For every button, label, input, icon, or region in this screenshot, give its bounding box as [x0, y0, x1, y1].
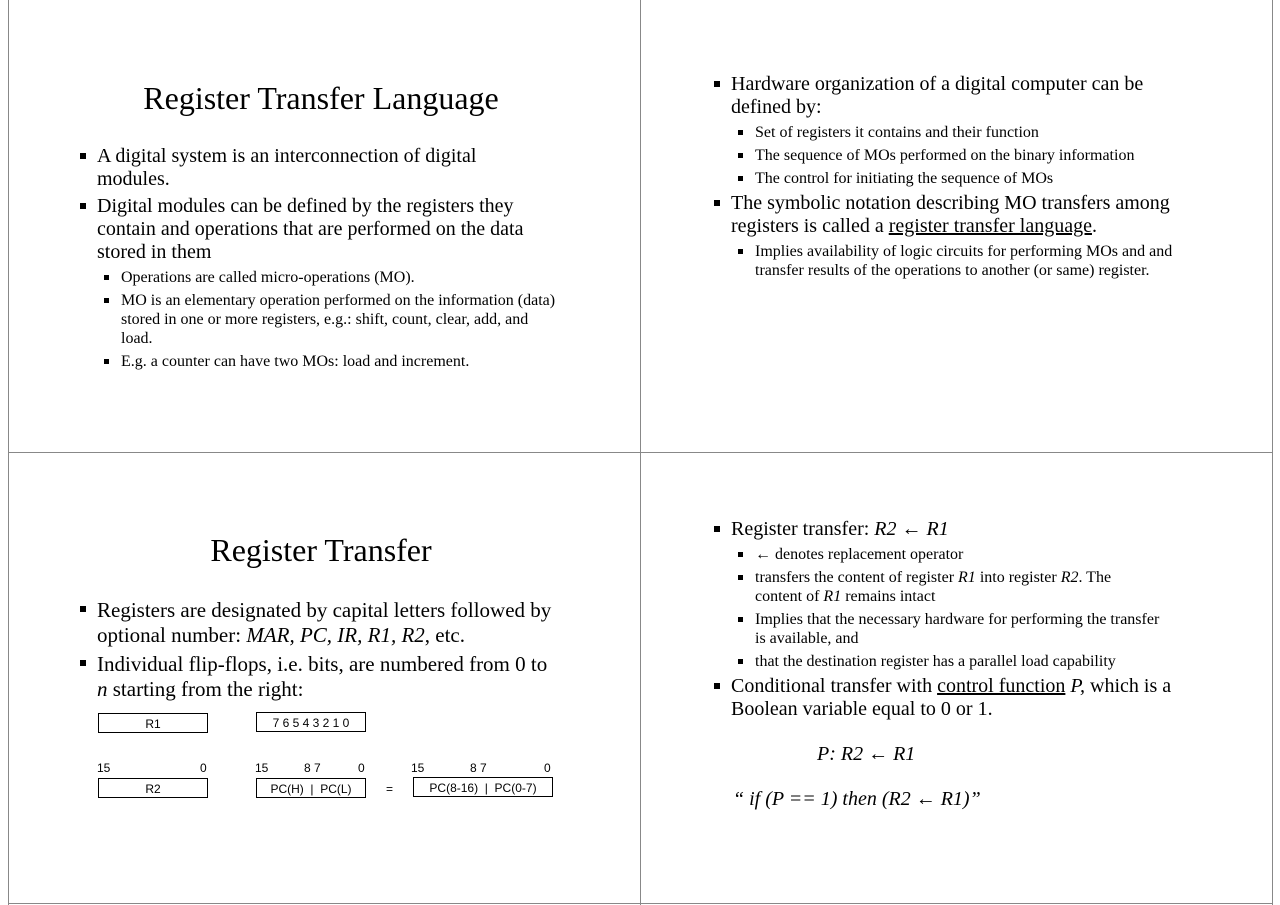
- register-bits: 7 6 5 4 3 2 1 0: [256, 712, 366, 732]
- register-pc: PC(H) | PC(L): [256, 778, 366, 798]
- bullet-item: [80, 652, 559, 702]
- page-border-bottom: [8, 903, 1273, 904]
- sub-bullet-item: [104, 352, 559, 371]
- square-bullet-icon: [80, 660, 86, 666]
- bullet-text: starting from the right:: [107, 677, 304, 701]
- bullet-text: Conditional transfer with: [731, 675, 938, 697]
- bullet-text: The symbolic notation describing MO transfers among registers is called a: [731, 192, 1170, 237]
- bullet-item: [80, 195, 547, 264]
- bullet-text: The sequence of MOs performed on the binary information: [755, 147, 1135, 164]
- square-bullet-icon: [714, 200, 720, 206]
- square-bullet-icon: [80, 153, 86, 159]
- italic-text: R1: [958, 569, 976, 586]
- italic-text: MAR, PC, IR, R1, R2: [246, 623, 425, 647]
- square-bullet-icon: [714, 526, 720, 532]
- bullet-text: into register: [975, 569, 1061, 586]
- bullet-text: ← denotes replacement operator: [755, 546, 964, 563]
- bullet-item: [80, 145, 547, 191]
- square-bullet-icon: [738, 130, 743, 135]
- equals-sign: =: [386, 782, 394, 796]
- square-bullet-icon: [80, 606, 86, 612]
- slide-title: Register Transfer Language: [143, 80, 499, 116]
- bullet-text: .: [1091, 215, 1097, 237]
- italic-text: P,: [1070, 675, 1086, 697]
- bit-label: 8 7: [470, 761, 487, 775]
- bit-label: 8 7: [304, 761, 321, 775]
- italic-text: n: [97, 677, 108, 701]
- square-bullet-icon: [104, 275, 109, 280]
- bullet-text: Implies availability of logic circuits for performing MOs and and transfer results of the operations to another (or same) register.: [755, 243, 1173, 279]
- bullet-item: [714, 675, 1193, 721]
- bullet-text: Register transfer:: [731, 518, 875, 540]
- register-pc-split: PC(8-16) | PC(0-7): [413, 777, 553, 797]
- slide-title: Register Transfer: [210, 532, 432, 568]
- bit-label: 15: [411, 761, 425, 775]
- bullet-text: remains intact: [841, 588, 936, 605]
- register-r2: R2: [98, 778, 208, 798]
- transfer-formula: P: R2 ← R1: [817, 743, 916, 765]
- underlined-term: register transfer language: [888, 215, 1092, 237]
- bit-label: 0: [358, 761, 365, 775]
- register-r1: R1: [98, 713, 208, 733]
- bit-label: 15: [255, 761, 269, 775]
- square-bullet-icon: [80, 203, 86, 209]
- bit-label: 15: [97, 761, 111, 775]
- sub-bullet-item: [104, 268, 559, 287]
- page-divider-horizontal: [8, 452, 1273, 453]
- bit-label: 0: [200, 761, 207, 775]
- square-bullet-icon: [104, 298, 109, 303]
- bullet-text: Hardware organization of a digital computer can be defined by:: [731, 73, 1144, 118]
- conditional-quote: “ if (P == 1) then (R2 ← R1)”: [733, 788, 981, 810]
- sub-bullet-item: [738, 652, 1160, 671]
- sub-bullet-item: [738, 146, 1187, 165]
- bullet-text: Digital modules can be defined by the registers they contain and operations that are performed on the data stored in them: [97, 195, 524, 263]
- bullet-text: E.g. a counter can have two MOs: load and increment.: [121, 353, 470, 370]
- italic-text: R1: [823, 588, 842, 605]
- bullet-list: [714, 518, 1189, 725]
- bullet-item: [714, 73, 1191, 119]
- bullet-text: transfers the content of register: [755, 569, 959, 586]
- square-bullet-icon: [738, 659, 743, 664]
- italic-text: R2 ← R1: [874, 518, 949, 540]
- sub-bullet-item: [738, 610, 1160, 648]
- italic-text: R2: [1060, 569, 1079, 586]
- sub-bullet-item: [738, 545, 1160, 564]
- bullet-item: [714, 192, 1191, 238]
- square-bullet-icon: [738, 176, 743, 181]
- square-bullet-icon: [738, 575, 743, 580]
- bullet-text: A digital system is an interconnection of digital modules.: [97, 145, 477, 190]
- square-bullet-icon: [714, 683, 720, 689]
- square-bullet-icon: [714, 81, 720, 87]
- bullet-list: [714, 73, 1184, 284]
- bullet-text: Set of registers it contains and their function: [755, 124, 1039, 141]
- bullet-list: [80, 145, 556, 375]
- underlined-term: control function: [937, 675, 1066, 697]
- square-bullet-icon: [738, 153, 743, 158]
- square-bullet-icon: [104, 359, 109, 364]
- sub-bullet-item: [738, 242, 1187, 280]
- bullet-text: . The content of: [755, 569, 1112, 605]
- bullet-text: Implies that the necessary hardware for performing the transfer is available, and: [755, 611, 1160, 647]
- bullet-text: , etc.: [424, 623, 466, 647]
- square-bullet-icon: [738, 552, 743, 557]
- bullet-text: MO is an elementary operation performed on the information (data) stored in one or more registers, e.g.: shift, count, clear, add, and load.: [121, 292, 556, 347]
- bullet-list: [80, 598, 560, 706]
- bullet-text: Individual flip-flops, i.e. bits, are numbered from 0 to: [97, 652, 548, 676]
- sub-bullet-item: [738, 568, 1160, 606]
- bullet-item: [80, 598, 559, 648]
- bullet-text: The control for initiating the sequence of MOs: [755, 170, 1054, 187]
- sub-bullet-item: [738, 123, 1187, 142]
- sub-bullet-item: [104, 291, 559, 348]
- bullet-text: Operations are called micro-operations (MO).: [121, 269, 415, 286]
- bit-label: 0: [544, 761, 551, 775]
- bullet-text: which is a Boolean variable equal to 0 or 1.: [731, 675, 1172, 720]
- bullet-text: Registers are designated by capital letters followed by optional number:: [97, 598, 552, 647]
- bullet-text: that the destination register has a parallel load capability: [755, 653, 1116, 670]
- sub-bullet-item: [738, 169, 1187, 188]
- square-bullet-icon: [738, 249, 743, 254]
- bullet-item: [714, 518, 1193, 541]
- square-bullet-icon: [738, 617, 743, 622]
